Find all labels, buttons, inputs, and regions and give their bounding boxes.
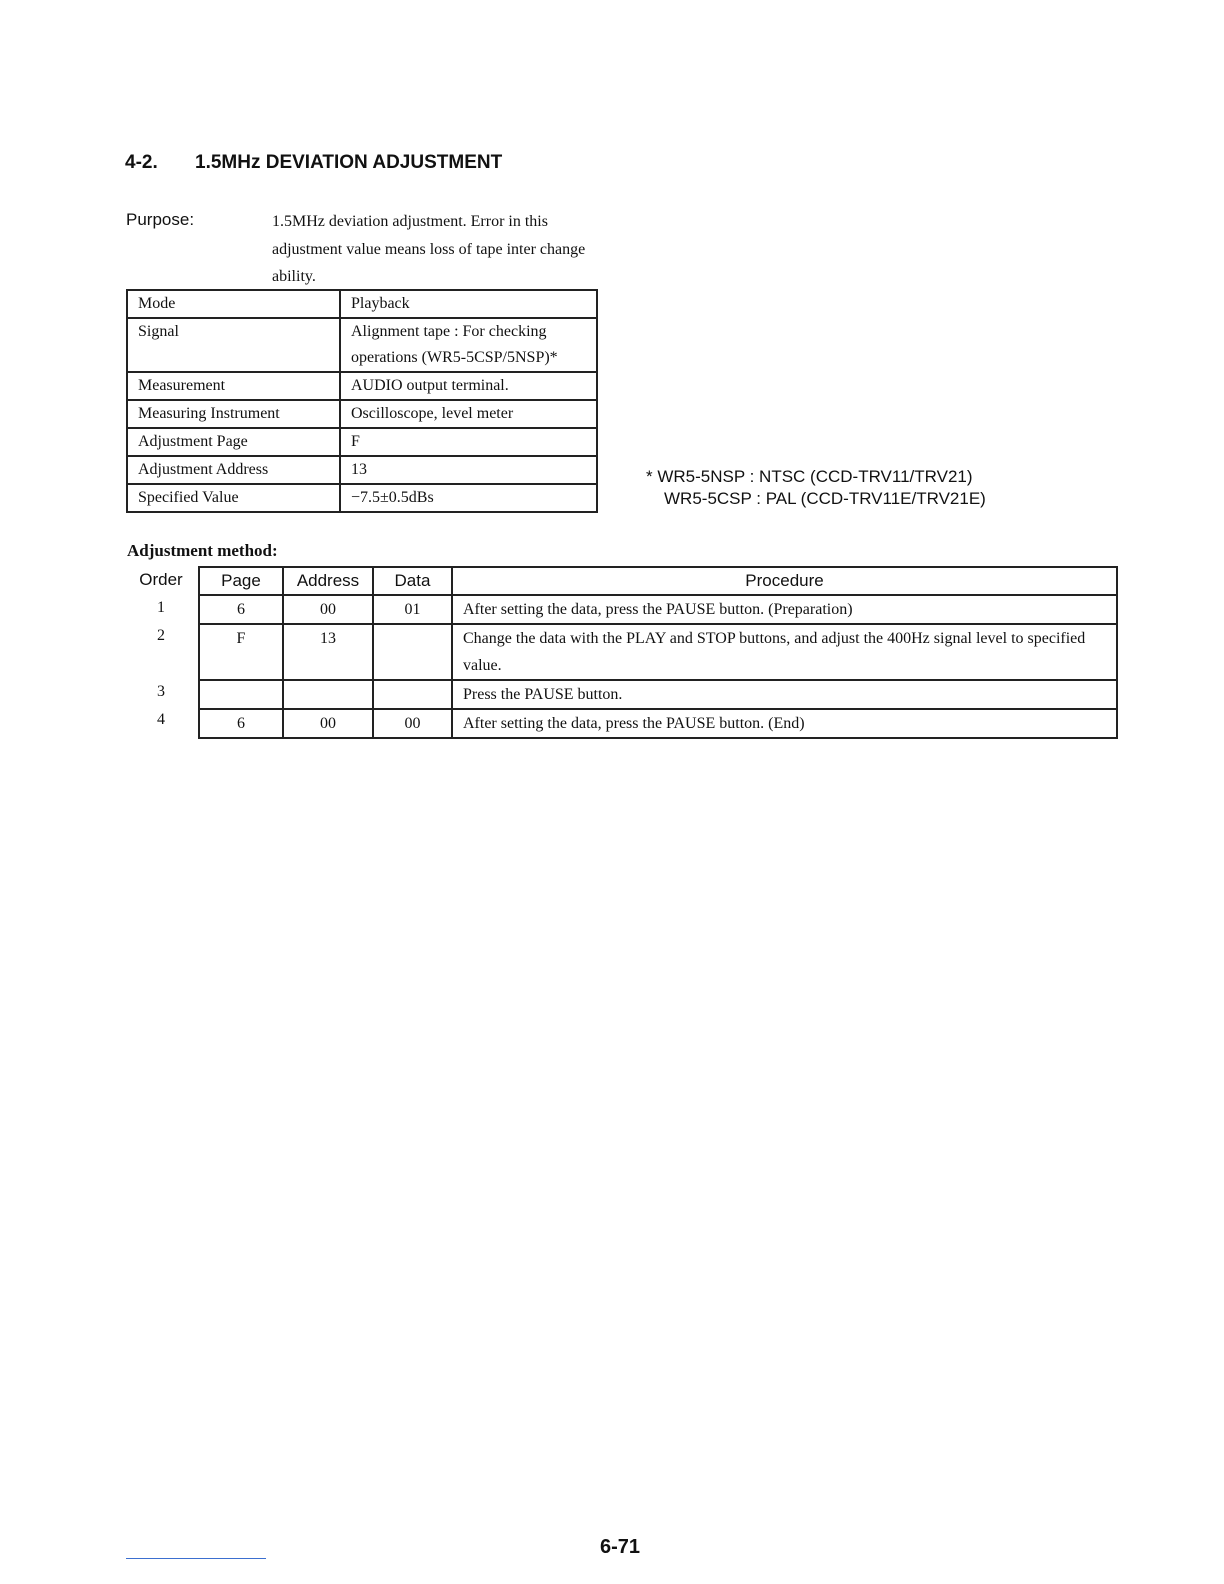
spec-value: −7.5±0.5dBs [340,484,597,512]
page-header: Page [199,567,283,595]
method-row [199,595,1117,624]
method-table [198,566,1118,739]
method-row [199,709,1117,738]
spec-label: Signal [127,318,340,372]
order-cell: 3 [157,683,165,700]
footer-rule [126,1558,266,1559]
order-column [126,566,196,734]
spec-value: Playback [340,290,597,318]
spec-label: Measurement [127,372,340,400]
footnote-line-pal: WR5-5CSP : PAL (CCD-TRV11E/TRV21E) [664,489,986,508]
spec-label: Adjustment Address [127,456,340,484]
data-cell: 00 [373,709,452,738]
page-number: 6-71 [600,1536,641,1558]
spec-value: Alignment tape : For checking operations (WR5-5CSP/5NSP)* [340,318,597,372]
procedure-cell: Change the data with the PLAY and STOP buttons, and adjust the 400Hz signal level to specified value. [452,624,1117,680]
spec-value: AUDIO output terminal. [340,372,597,400]
address-header: Address [283,567,373,595]
page-cell: 6 [199,595,283,624]
spec-label: Adjustment Page [127,428,340,456]
procedure-header: Procedure [452,567,1117,595]
purpose-text: 1.5MHz deviation adjustment. Error in this adjustment value means loss of tape inter change ability. [272,213,586,285]
page-cell: 6 [199,709,283,738]
page-cell: F [199,624,283,680]
spec-row-specified-value [127,484,597,512]
spec-row-instrument [127,400,597,428]
spec-value: Oscilloscope, level meter [340,400,597,428]
spec-label: Measuring Instrument [127,400,340,428]
address-cell [283,680,373,709]
procedure-cell: Press the PAUSE button. [452,680,1117,709]
address-cell: 13 [283,624,373,680]
method-header-row [199,567,1117,595]
footnote [646,466,986,510]
spec-value: 13 [340,456,597,484]
spec-value: F [340,428,597,456]
order-header: Order [139,570,183,589]
section-title: 1.5MHz DEVIATION ADJUSTMENT [195,152,503,173]
data-header: Data [373,567,452,595]
section-number: 4-2. [125,152,158,173]
page-cell [199,680,283,709]
spec-label: Specified Value [127,484,340,512]
data-cell [373,624,452,680]
spec-row-address [127,456,597,484]
method-row [199,680,1117,709]
spec-row-signal [127,318,597,372]
method-title: Adjustment method: [127,541,278,560]
procedure-cell: After setting the data, press the PAUSE button. (Preparation) [452,595,1117,624]
order-cell: 4 [157,711,165,728]
data-cell: 01 [373,595,452,624]
procedure-cell: After setting the data, press the PAUSE button. (End) [452,709,1117,738]
data-cell [373,680,452,709]
order-cell: 2 [157,627,165,644]
spec-row-page [127,428,597,456]
address-cell: 00 [283,709,373,738]
method-row [199,624,1117,680]
purpose-label: Purpose: [126,210,195,229]
footnote-line-ntsc: * WR5-5NSP : NTSC (CCD-TRV11/TRV21) [646,467,973,486]
address-cell: 00 [283,595,373,624]
order-cell: 1 [157,599,165,616]
spec-row-measurement [127,372,597,400]
spec-row-mode [127,290,597,318]
spec-table [126,289,598,513]
section-heading [125,152,502,174]
spec-label: Mode [127,290,340,318]
